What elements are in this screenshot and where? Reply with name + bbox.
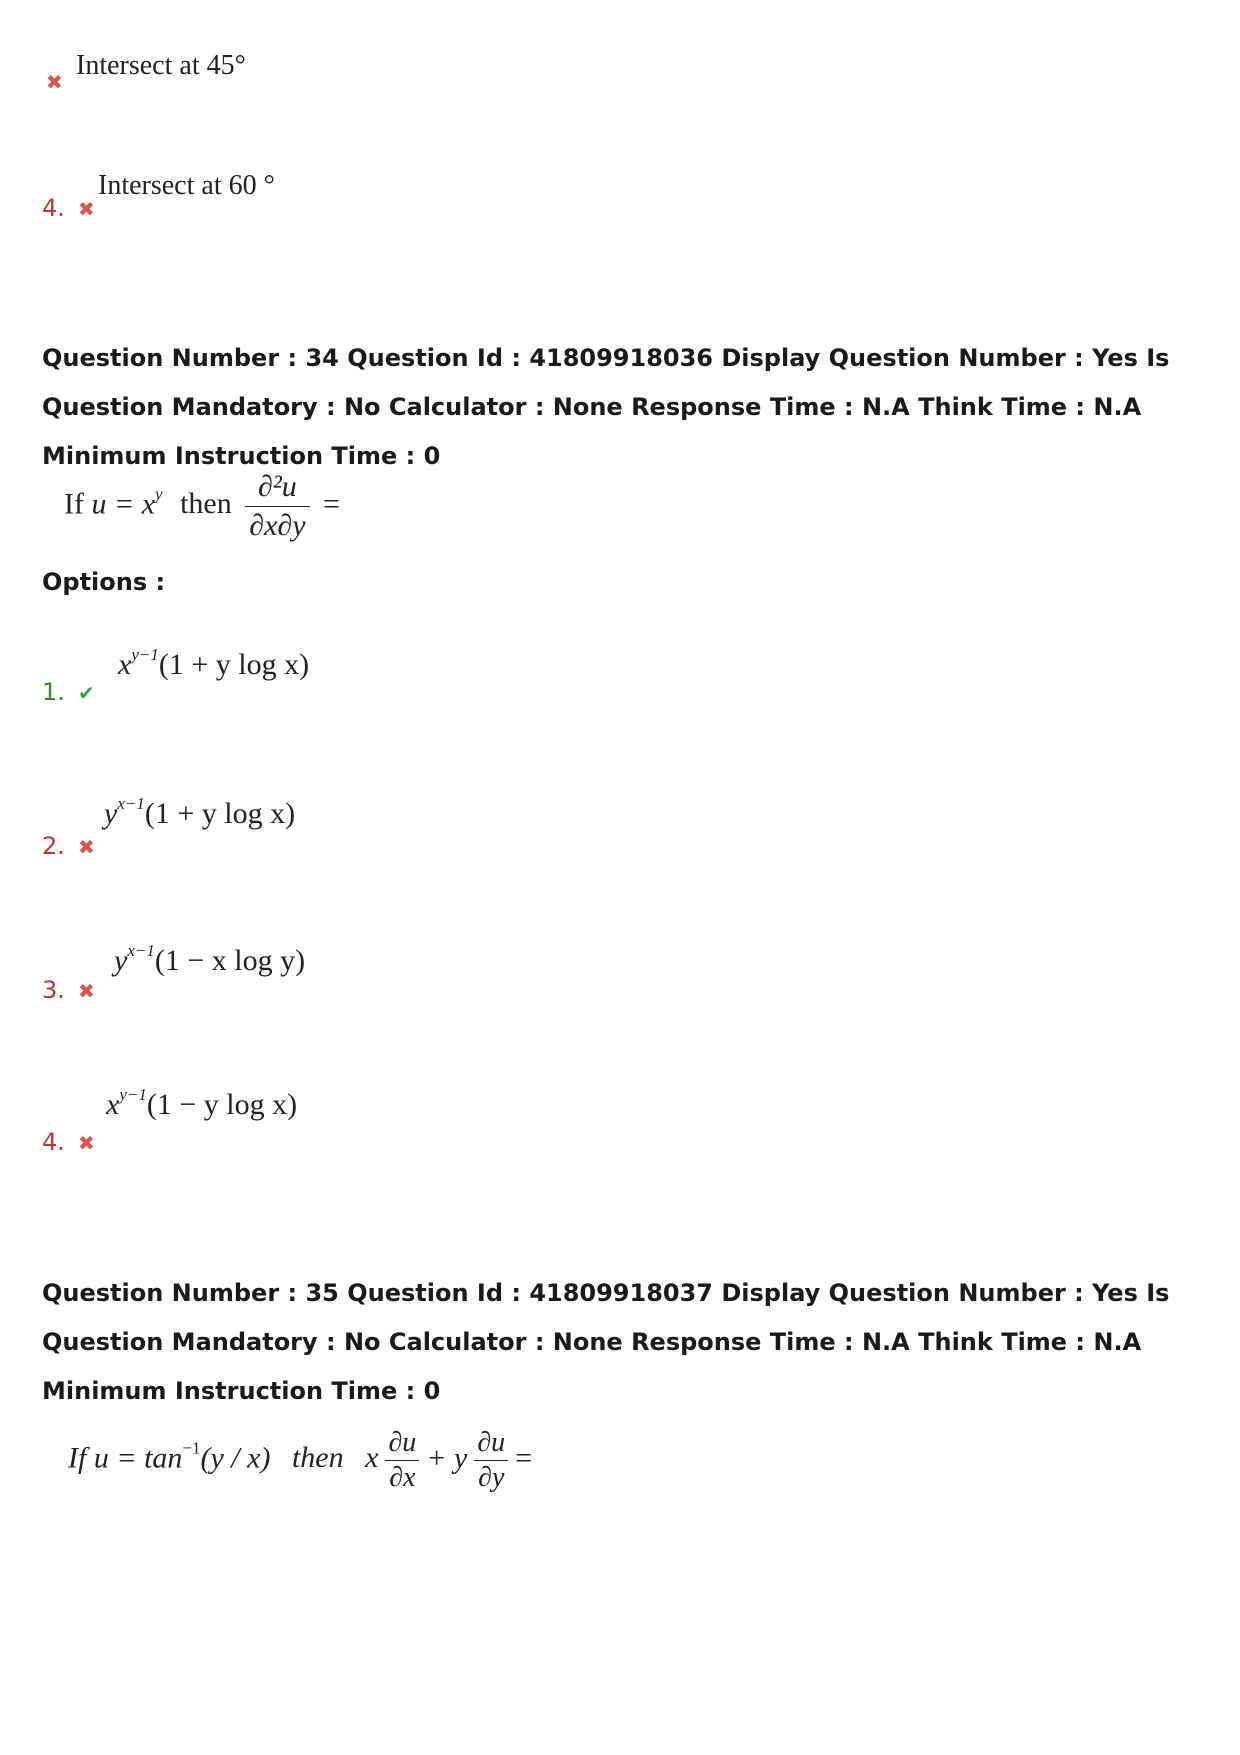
stem-x: x xyxy=(365,1441,379,1475)
question-35-stem xyxy=(68,1428,532,1493)
fraction-numerator: ∂u xyxy=(388,1427,417,1458)
option-4-text xyxy=(106,1085,297,1122)
option-exp: x−1 xyxy=(127,941,155,960)
option-2-marker xyxy=(42,832,95,860)
option-number: 4. xyxy=(42,194,65,222)
fraction-numerator: ∂²u xyxy=(257,470,297,503)
fraction-denominator: ∂y xyxy=(474,1460,508,1493)
option-base: y xyxy=(104,797,118,830)
option-rest: (1 − y log x) xyxy=(146,1088,298,1121)
stem-equals: = xyxy=(323,487,340,521)
option-number: 2. xyxy=(42,832,65,860)
option-rest: (1 + y log x) xyxy=(158,648,310,681)
stem-exp: −1 xyxy=(182,1438,201,1458)
fraction-denominator: ∂x xyxy=(385,1460,419,1493)
question-34-stem xyxy=(64,470,340,543)
option-exp: y−1 xyxy=(119,1085,147,1104)
cross-icon: ✖ xyxy=(78,1131,95,1155)
prev-option-3-text: Intersect at 45° xyxy=(76,50,246,81)
cross-icon: ✖ xyxy=(46,70,63,94)
option-4-marker xyxy=(42,1128,95,1156)
option-1-marker xyxy=(42,678,95,706)
prev-option-4-text: Intersect at 60 ° xyxy=(98,170,275,201)
stem-fraction-2 xyxy=(473,1428,509,1493)
stem-fraction xyxy=(245,470,309,543)
stem-fraction-1 xyxy=(384,1428,420,1493)
option-rest: (1 + y log x) xyxy=(144,797,296,830)
stem-then: then xyxy=(291,1441,344,1475)
stem-then: then xyxy=(180,487,232,521)
cross-icon: ✖ xyxy=(78,979,95,1003)
option-3-marker xyxy=(42,976,95,1004)
option-base: x xyxy=(118,648,132,681)
stem-arg: (y / x) xyxy=(200,1441,271,1475)
option-base: y xyxy=(114,944,128,977)
cross-icon: ✖ xyxy=(78,835,95,859)
prev-option-4 xyxy=(42,194,95,222)
question-34-header: Question Number : 34 Question Id : 41809918036 Display Question Number : Yes Is Question Mandatory : No Calculator : None Response Time : N.A Think Time : N.A Minimum Instruction Time : 0 xyxy=(42,344,1170,470)
prev-option-3 xyxy=(46,70,63,94)
option-2-text xyxy=(104,794,295,831)
stem-equals: = xyxy=(515,1441,533,1475)
check-icon: ✔ xyxy=(78,681,95,705)
fraction-numerator: ∂u xyxy=(477,1427,506,1458)
option-rest: (1 − x log y) xyxy=(154,944,306,977)
stem-lhs: If u = tan xyxy=(68,1441,183,1475)
option-number: 1. xyxy=(42,678,65,706)
cross-icon: ✖ xyxy=(78,197,95,221)
stem-plus: + y xyxy=(426,1441,468,1475)
stem-exp: y xyxy=(155,484,163,504)
option-3-text xyxy=(114,941,305,978)
options-label: Options : xyxy=(42,568,166,596)
question-35-header: Question Number : 35 Question Id : 41809918037 Display Question Number : Yes Is Question Mandatory : No Calculator : None Response Time : N.A Think Time : N.A Minimum Instruction Time : 0 xyxy=(42,1279,1170,1405)
option-exp: y−1 xyxy=(131,645,159,664)
option-base: x xyxy=(106,1088,120,1121)
option-1-text xyxy=(118,645,309,682)
stem-if: If xyxy=(64,487,84,521)
fraction-denominator: ∂x∂y xyxy=(245,506,309,543)
option-number: 4. xyxy=(42,1128,65,1156)
option-exp: x−1 xyxy=(117,794,145,813)
stem-lhs: u = x xyxy=(91,487,156,521)
option-number: 3. xyxy=(42,976,65,1004)
